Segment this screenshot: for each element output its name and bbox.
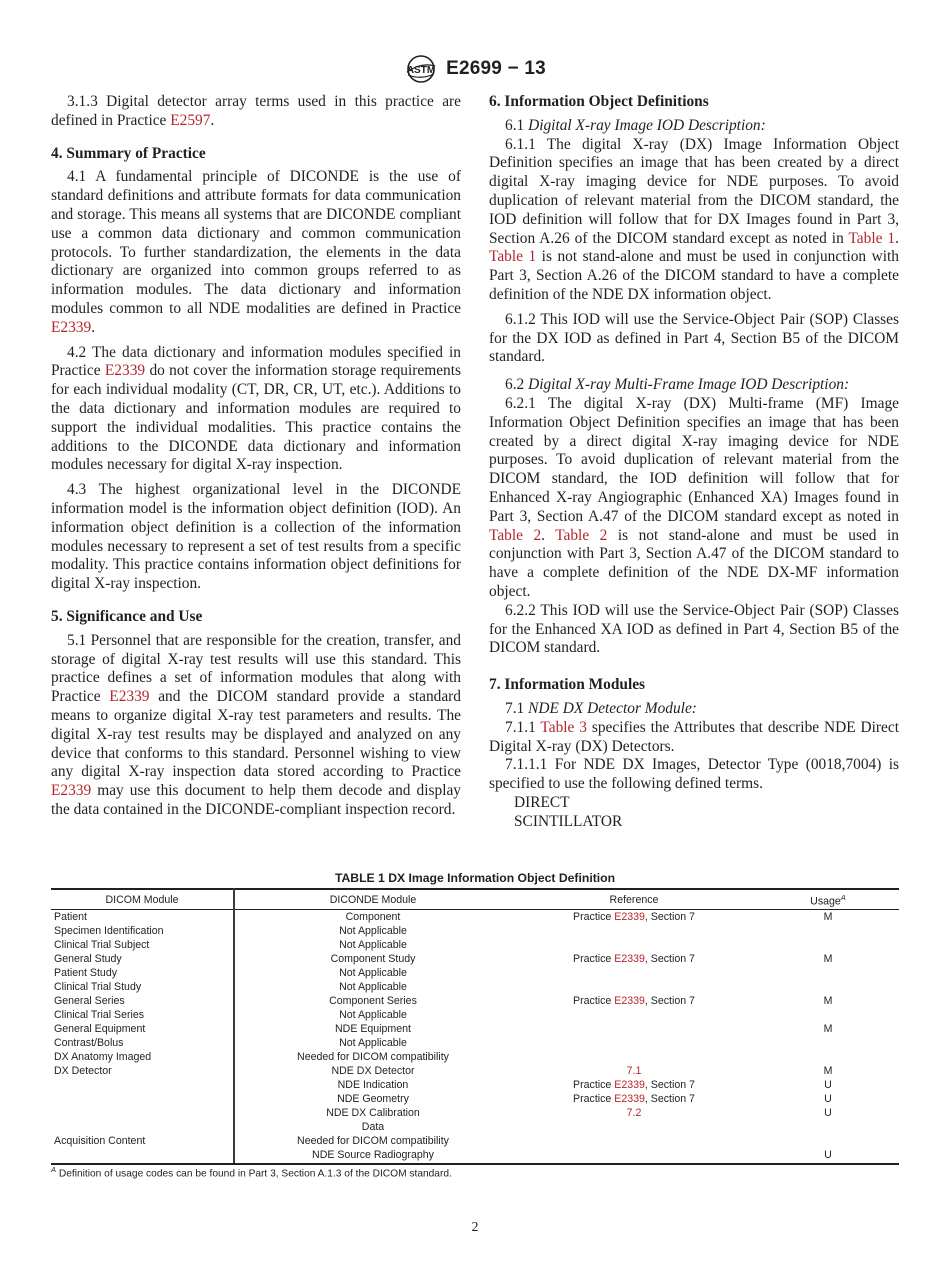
text: , Section 7 bbox=[644, 994, 695, 1007]
paragraph-6-2-2: 6.2.2 This IOD will use the Service-Object Pair (SOP) Classes for the Enhanced XA IOD as defined in Part 4, Section B5 of the DICOM standard. bbox=[489, 601, 899, 657]
cell-usage: M bbox=[823, 1064, 833, 1077]
cell-reference bbox=[511, 1134, 757, 1148]
cell-dicom-module bbox=[51, 1078, 234, 1092]
text: Definition of usage codes can be found in Part 3, Section A.1.3 of the DICOM standard. bbox=[56, 1168, 452, 1180]
table-row bbox=[51, 1134, 899, 1148]
table-row bbox=[51, 1092, 899, 1106]
cell-usage: M bbox=[823, 994, 833, 1007]
table-row bbox=[51, 1036, 899, 1050]
cell-reference bbox=[511, 1092, 757, 1106]
table-row bbox=[51, 994, 899, 1008]
defined-term-direct: DIRECT bbox=[514, 793, 570, 811]
cell-reference bbox=[511, 1050, 757, 1064]
cell-diconde-module: Not Applicable bbox=[339, 938, 407, 951]
table-row bbox=[51, 1148, 899, 1164]
link-e2339[interactable]: E2339 bbox=[51, 782, 92, 800]
text: Practice bbox=[573, 994, 615, 1007]
cell-diconde-module: Component Series bbox=[329, 994, 417, 1007]
column-header-dicom-module: DICOM Module bbox=[51, 889, 234, 909]
cell-usage bbox=[757, 924, 899, 938]
text: , Section 7 bbox=[644, 1092, 695, 1105]
reference-link[interactable]: 7.2 bbox=[626, 1106, 642, 1119]
text: 5.1 Personnel that are responsible for the creation, transfer, and storage of digital X-ray test results will use this standard. This practice defines a set of information modules that along with Practice bbox=[51, 631, 461, 706]
cell-usage: U bbox=[824, 1106, 832, 1119]
cell-diconde-module: NDE Equipment bbox=[335, 1022, 411, 1035]
paragraph-5-1 bbox=[51, 632, 461, 820]
text: specifies the Attributes that describe NDE Direct Digital X-ray (DX) Detectors. bbox=[489, 718, 899, 755]
cell-reference bbox=[511, 966, 757, 980]
reference-link[interactable]: E2339 bbox=[614, 1078, 645, 1091]
cell-diconde-module: NDE Geometry bbox=[337, 1092, 409, 1105]
table-row bbox=[51, 924, 899, 938]
page-header bbox=[0, 54, 950, 84]
paragraph-6-2 bbox=[489, 376, 899, 395]
text: Practice bbox=[573, 952, 615, 965]
cell-dicom-module: General Equipment bbox=[51, 1022, 234, 1036]
cell-diconde-module: Not Applicable bbox=[339, 1036, 407, 1049]
cell-usage bbox=[757, 1120, 899, 1134]
table-row bbox=[51, 1078, 899, 1092]
page-number: 2 bbox=[471, 1220, 479, 1235]
cell-dicom-module bbox=[51, 1092, 234, 1106]
text: 7.1.1 bbox=[505, 718, 541, 736]
cell-dicom-module: General Study bbox=[51, 952, 234, 966]
text: , Section 7 bbox=[644, 1078, 695, 1091]
cell-dicom-module: DX Anatomy Imaged bbox=[51, 1050, 234, 1064]
cell-diconde-module: Not Applicable bbox=[339, 966, 407, 979]
cell-diconde-module: NDE DX Calibration bbox=[326, 1106, 420, 1119]
defined-term-scintillator: SCINTILLATOR bbox=[514, 812, 623, 830]
reference-link[interactable]: 7.1 bbox=[626, 1064, 642, 1077]
table-body bbox=[51, 909, 899, 1164]
table-row bbox=[51, 1106, 899, 1120]
column-header-usage bbox=[757, 889, 899, 909]
cell-reference bbox=[511, 924, 757, 938]
reference-link[interactable]: E2339 bbox=[614, 994, 645, 1007]
paragraph-6-1 bbox=[489, 117, 899, 136]
cell-usage bbox=[757, 1050, 899, 1064]
cell-reference bbox=[511, 1022, 757, 1036]
table-row bbox=[51, 1120, 899, 1134]
table-row bbox=[51, 938, 899, 952]
cell-usage bbox=[757, 938, 899, 952]
cell-diconde-module: Component Study bbox=[330, 952, 416, 965]
cell-usage: M bbox=[823, 910, 833, 923]
document-id: E2699 − 13 bbox=[446, 58, 546, 79]
cell-dicom-module bbox=[51, 1120, 234, 1134]
link-table-3[interactable]: Table 3 bbox=[540, 718, 587, 736]
cell-usage bbox=[757, 980, 899, 994]
link-e2597[interactable]: E2597 bbox=[170, 111, 211, 129]
table-row bbox=[51, 980, 899, 994]
column-header-diconde-module: DICONDE Module bbox=[234, 889, 511, 909]
cell-reference bbox=[511, 1008, 757, 1022]
text: 6.1.1 The digital X-ray (DX) Image Information Object Definition specifies an image that has been created by a direct digital X-ray imaging device for NDE purposes. To avoid duplication of relevant material from the DICOM standard, the IOD definition will follow that for DX Images found in Part 3, Section A.26 of the DICOM standard except as noted in bbox=[489, 135, 899, 247]
cell-reference bbox=[511, 1036, 757, 1050]
cell-usage bbox=[757, 966, 899, 980]
table-row bbox=[51, 909, 899, 924]
paragraph-6-1-2: 6.1.2 This IOD will use the Service-Object Pair (SOP) Classes for the DX IOD as defined in Part 4, Section B5 of the DICOM standard. bbox=[489, 310, 899, 366]
cell-dicom-module: Patient Study bbox=[51, 966, 234, 980]
left-column bbox=[51, 93, 461, 820]
link-table-1[interactable]: Table 1 bbox=[489, 248, 537, 266]
table-row bbox=[51, 1022, 899, 1036]
text: Usage bbox=[810, 895, 841, 908]
cell-diconde-module: Component bbox=[345, 910, 401, 923]
column-header-reference: Reference bbox=[511, 889, 757, 909]
cell-usage: M bbox=[823, 952, 833, 965]
cell-usage: U bbox=[824, 1092, 832, 1105]
svg-text:ASTM: ASTM bbox=[406, 65, 436, 76]
cell-reference bbox=[511, 994, 757, 1008]
footnote-marker: A bbox=[51, 1165, 57, 1174]
cell-dicom-module: General Series bbox=[51, 994, 234, 1008]
cell-dicom-module: Specimen Identification bbox=[51, 924, 234, 938]
link-table-2[interactable]: Table 2 bbox=[555, 526, 608, 544]
cell-diconde-module: Needed for DICOM compatibility bbox=[297, 1134, 449, 1147]
cell-reference bbox=[511, 1120, 757, 1134]
cell-dicom-module bbox=[51, 1148, 234, 1164]
cell-usage bbox=[757, 1008, 899, 1022]
section-5-heading: 5. Significance and Use bbox=[51, 607, 203, 625]
cell-diconde-module: Needed for DICOM compatibility bbox=[297, 1050, 449, 1063]
astm-logo-icon bbox=[404, 54, 438, 84]
reference-link[interactable]: E2339 bbox=[614, 1092, 645, 1105]
text: and the DICOM standard provide a standard means to organize digital X-ray test parameters and results. The digital X-ray test results may be displayed and analyzed on any device that conforms to this standard. Personnel wishing to view any digital X-ray inspection data stored according to Practice bbox=[51, 688, 461, 781]
paragraph-4-1 bbox=[51, 168, 461, 337]
paragraph-4-3: 4.3 The highest organizational level in the DICONDE information model is the information object definition (IOD). An information object definition is a collection of the information modules necessary to represent a set of test results from a specific modality. This practice contains information object definitions for digital X-ray inspection. bbox=[51, 481, 461, 593]
subsection-title: Digital X-ray Multi-Frame Image IOD Description: bbox=[528, 376, 850, 394]
subsection-title: Digital X-ray Image IOD Description: bbox=[528, 116, 766, 134]
table-1-title: TABLE 1 DX Image Information Object Definition bbox=[334, 871, 616, 885]
link-e2339[interactable]: E2339 bbox=[104, 362, 146, 380]
cell-dicom-module: Contrast/Bolus bbox=[51, 1036, 234, 1050]
section-6-heading: 6. Information Object Definitions bbox=[489, 93, 709, 110]
cell-reference bbox=[511, 1078, 757, 1092]
link-table-2[interactable]: Table 2 bbox=[489, 526, 542, 544]
cell-diconde-module: Not Applicable bbox=[339, 1008, 407, 1021]
table-row bbox=[51, 952, 899, 966]
link-e2339[interactable]: E2339 bbox=[109, 688, 150, 706]
link-table-1[interactable]: Table 1 bbox=[848, 229, 896, 247]
text: is not stand-alone and must be used in conjunction with Part 3, Section A.47 of the DICOM standard to have a complete definition of the NDE DX-MF information object. bbox=[489, 526, 899, 600]
text: , Section 7 bbox=[644, 910, 695, 923]
right-column bbox=[489, 93, 899, 831]
text: . bbox=[210, 111, 215, 129]
section-7-heading: 7. Information Modules bbox=[489, 676, 646, 694]
text: . bbox=[895, 229, 899, 247]
cell-usage: U bbox=[824, 1078, 832, 1091]
cell-dicom-module: DX Detector bbox=[51, 1064, 234, 1078]
section-4-heading: 4. Summary of Practice bbox=[51, 144, 206, 162]
cell-dicom-module bbox=[51, 1106, 234, 1120]
table-row bbox=[51, 966, 899, 980]
cell-dicom-module: Clinical Trial Series bbox=[51, 1008, 234, 1022]
table-footnote bbox=[51, 1165, 452, 1179]
cell-reference bbox=[511, 1064, 757, 1078]
cell-dicom-module: Patient bbox=[51, 909, 234, 924]
cell-dicom-module: Clinical Trial Study bbox=[51, 980, 234, 994]
cell-reference bbox=[511, 1106, 757, 1120]
cell-reference bbox=[511, 1148, 757, 1164]
text: 6.2.1 The digital X-ray (DX) Multi-frame (MF) Image Information Object Definition specifies an image that has been created by a direct digital X-ray imaging device for NDE purposes. To avoid duplication of relevant material from the DICOM standard, the IOD definition will follow that for Enhanced X-ray Angiographic (Enhanced XA) Images found in Part 3, Section A.47 of the DICOM standard except as noted in bbox=[489, 394, 899, 525]
cell-usage: U bbox=[757, 1148, 899, 1164]
cell-diconde-module: NDE Indication bbox=[337, 1078, 409, 1091]
cell-diconde-module: NDE DX Detector bbox=[331, 1064, 415, 1077]
cell-reference bbox=[511, 938, 757, 952]
cell-diconde-module: NDE Source Radiography bbox=[234, 1148, 511, 1164]
table-row bbox=[51, 1008, 899, 1022]
text: 3.1.3 Digital detector array terms used in this practice are defined in Practice bbox=[51, 93, 461, 129]
cell-diconde-module: Not Applicable bbox=[339, 924, 407, 937]
text: Practice bbox=[573, 910, 615, 923]
text: . bbox=[541, 526, 556, 544]
text: 4.2 The data dictionary and information modules specified in Practice bbox=[51, 343, 461, 380]
text: may use this document to help them decode and display the data contained in the DICONDE-compliant inspection record. bbox=[51, 782, 461, 818]
paragraph-7-1-1-1: 7.1.1.1 For NDE DX Images, Detector Type (0018,7004) is specified to use the following defined terms. bbox=[489, 756, 899, 793]
paragraph-3-1-3 bbox=[51, 93, 461, 131]
text: . bbox=[91, 318, 96, 336]
text: , Section 7 bbox=[644, 952, 695, 965]
text: is not stand-alone and must be used in conjunction with Part 3, Section A.26 of the DICOM standard to have a complete definition of the NDE DX information object. bbox=[489, 248, 899, 303]
paragraph-6-1-1 bbox=[489, 136, 899, 305]
text: 6.2 bbox=[505, 376, 529, 394]
subsection-title: NDE DX Detector Module: bbox=[528, 699, 697, 717]
text: 4.1 A fundamental principle of DICONDE is the use of standard definitions and attribute formats for data communication and storage. This means all systems that are DICONDE compliant use a common data dictionary and common communication protocols. To further standardization, the elements in the data dictionary are organized into common groups referred to as information modules. The data dictionary and information modules common to all NDE modalities are defined in Practice bbox=[51, 168, 461, 317]
cell-dicom-module: Clinical Trial Subject bbox=[51, 938, 234, 952]
cell-reference bbox=[511, 952, 757, 966]
cell-dicom-module: Acquisition Content bbox=[51, 1134, 234, 1148]
link-e2339[interactable]: E2339 bbox=[51, 318, 92, 336]
table-1 bbox=[51, 888, 899, 1165]
cell-usage bbox=[757, 1134, 899, 1148]
paragraph-6-2-1 bbox=[489, 395, 899, 602]
text: Practice bbox=[573, 1092, 615, 1105]
text: 6.1 bbox=[505, 116, 529, 134]
text: 7.1 bbox=[505, 699, 529, 717]
table-header-row bbox=[51, 889, 899, 909]
table-row bbox=[51, 1050, 899, 1064]
cell-usage bbox=[757, 1036, 899, 1050]
cell-reference bbox=[511, 980, 757, 994]
table-row bbox=[51, 1064, 899, 1078]
reference-link[interactable]: E2339 bbox=[614, 952, 645, 965]
cell-usage: M bbox=[823, 1022, 833, 1035]
cell-diconde-module: Data bbox=[361, 1120, 385, 1133]
text: do not cover the information storage requirements for each individual modality (CT, DR, CR, UT, etc.). Additions to the data dictionary and information modules are required to support the individual modalities. This practice contains the additions to the DICONDE data dictionary and information modules necessary for digital X-ray inspection. bbox=[51, 362, 461, 474]
text: Practice bbox=[573, 1078, 615, 1091]
paragraph-7-1 bbox=[489, 700, 899, 719]
reference-link[interactable]: E2339 bbox=[614, 910, 645, 923]
cell-reference bbox=[511, 909, 757, 924]
cell-diconde-module: Not Applicable bbox=[339, 980, 407, 993]
paragraph-7-1-1 bbox=[489, 719, 899, 757]
paragraph-4-2 bbox=[51, 344, 461, 476]
footnote-marker: A bbox=[840, 893, 846, 902]
